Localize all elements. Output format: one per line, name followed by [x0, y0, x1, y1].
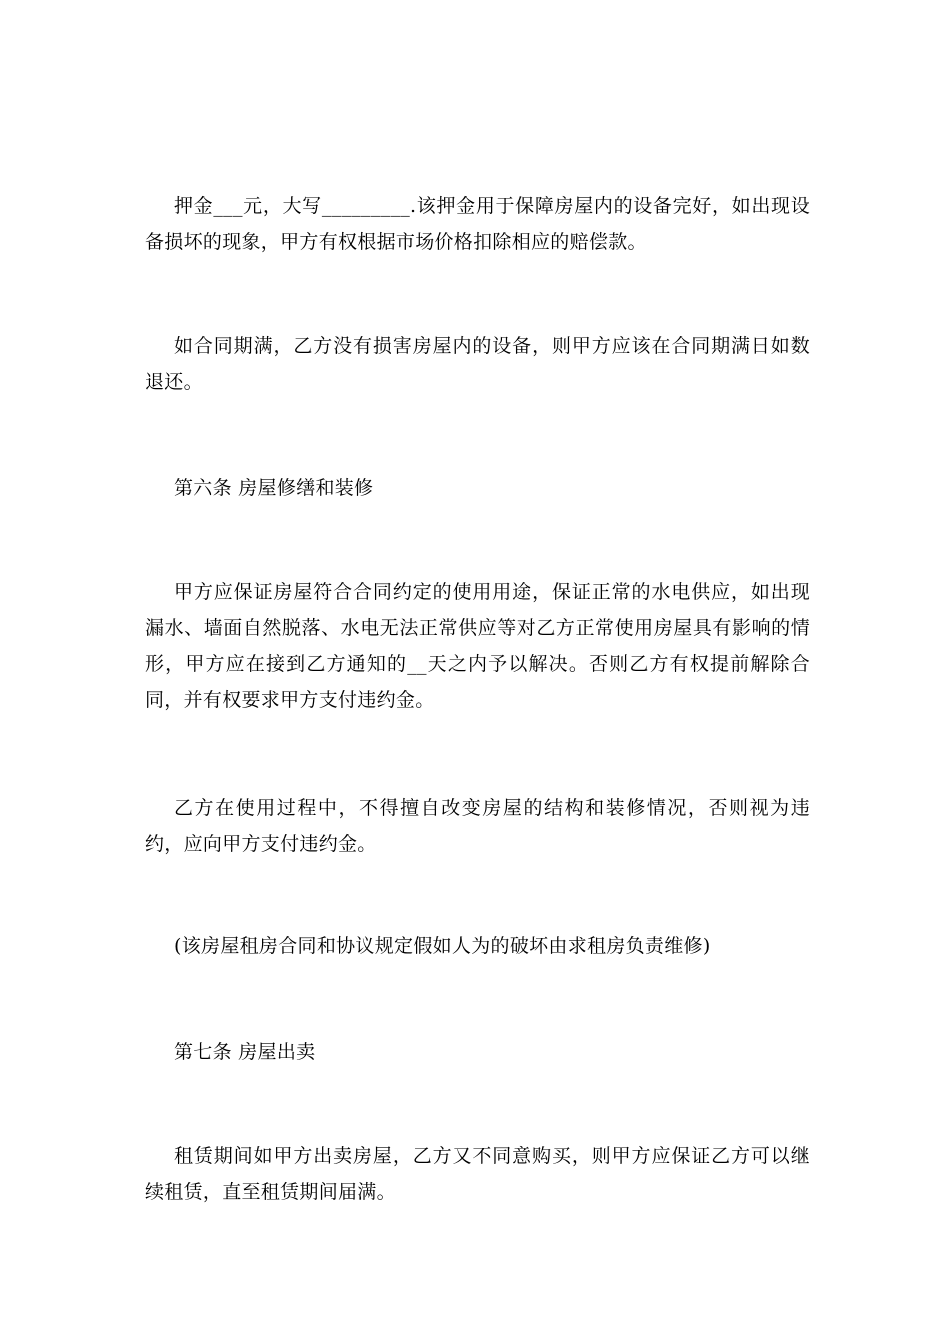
paragraph-no-alteration: 乙方在使用过程中，不得擅自改变房屋的结构和装修情况，否则视为违约，应向甲方支付违约金。 — [145, 797, 810, 855]
paragraph-deposit: 押金___元，大写_________.该押金用于保障房屋内的设备完好，如出现设备损坏的现象，甲方有权根据市场价格扣除相应的赔偿款。 — [145, 195, 810, 253]
paragraph-sale-during-lease: 租赁期间如甲方出卖房屋，乙方又不同意购买，则甲方应保证乙方可以继续租赁，直至租赁期间届满。 — [145, 1145, 810, 1203]
paragraph-repair-obligation: 甲方应保证房屋符合合同约定的使用用途，保证正常的水电供应，如出现漏水、墙面自然脱落、水电无法正常供应等对乙方正常使用房屋具有影响的情形，甲方应在接到乙方通知的__天之内予以解决。否则乙方有权提前解除合同，并有权要求甲方支付违约金。 — [145, 581, 810, 711]
paragraph-deposit-refund: 如合同期满，乙方没有损害房屋内的设备，则甲方应该在合同期满日如数退还。 — [145, 335, 810, 393]
paragraph-note: (该房屋租房合同和协议规定假如人为的破坏由求租房负责维修) — [174, 935, 711, 957]
heading-article-seven: 第七条 房屋出卖 — [174, 1041, 316, 1063]
heading-article-six: 第六条 房屋修缮和装修 — [174, 477, 374, 499]
